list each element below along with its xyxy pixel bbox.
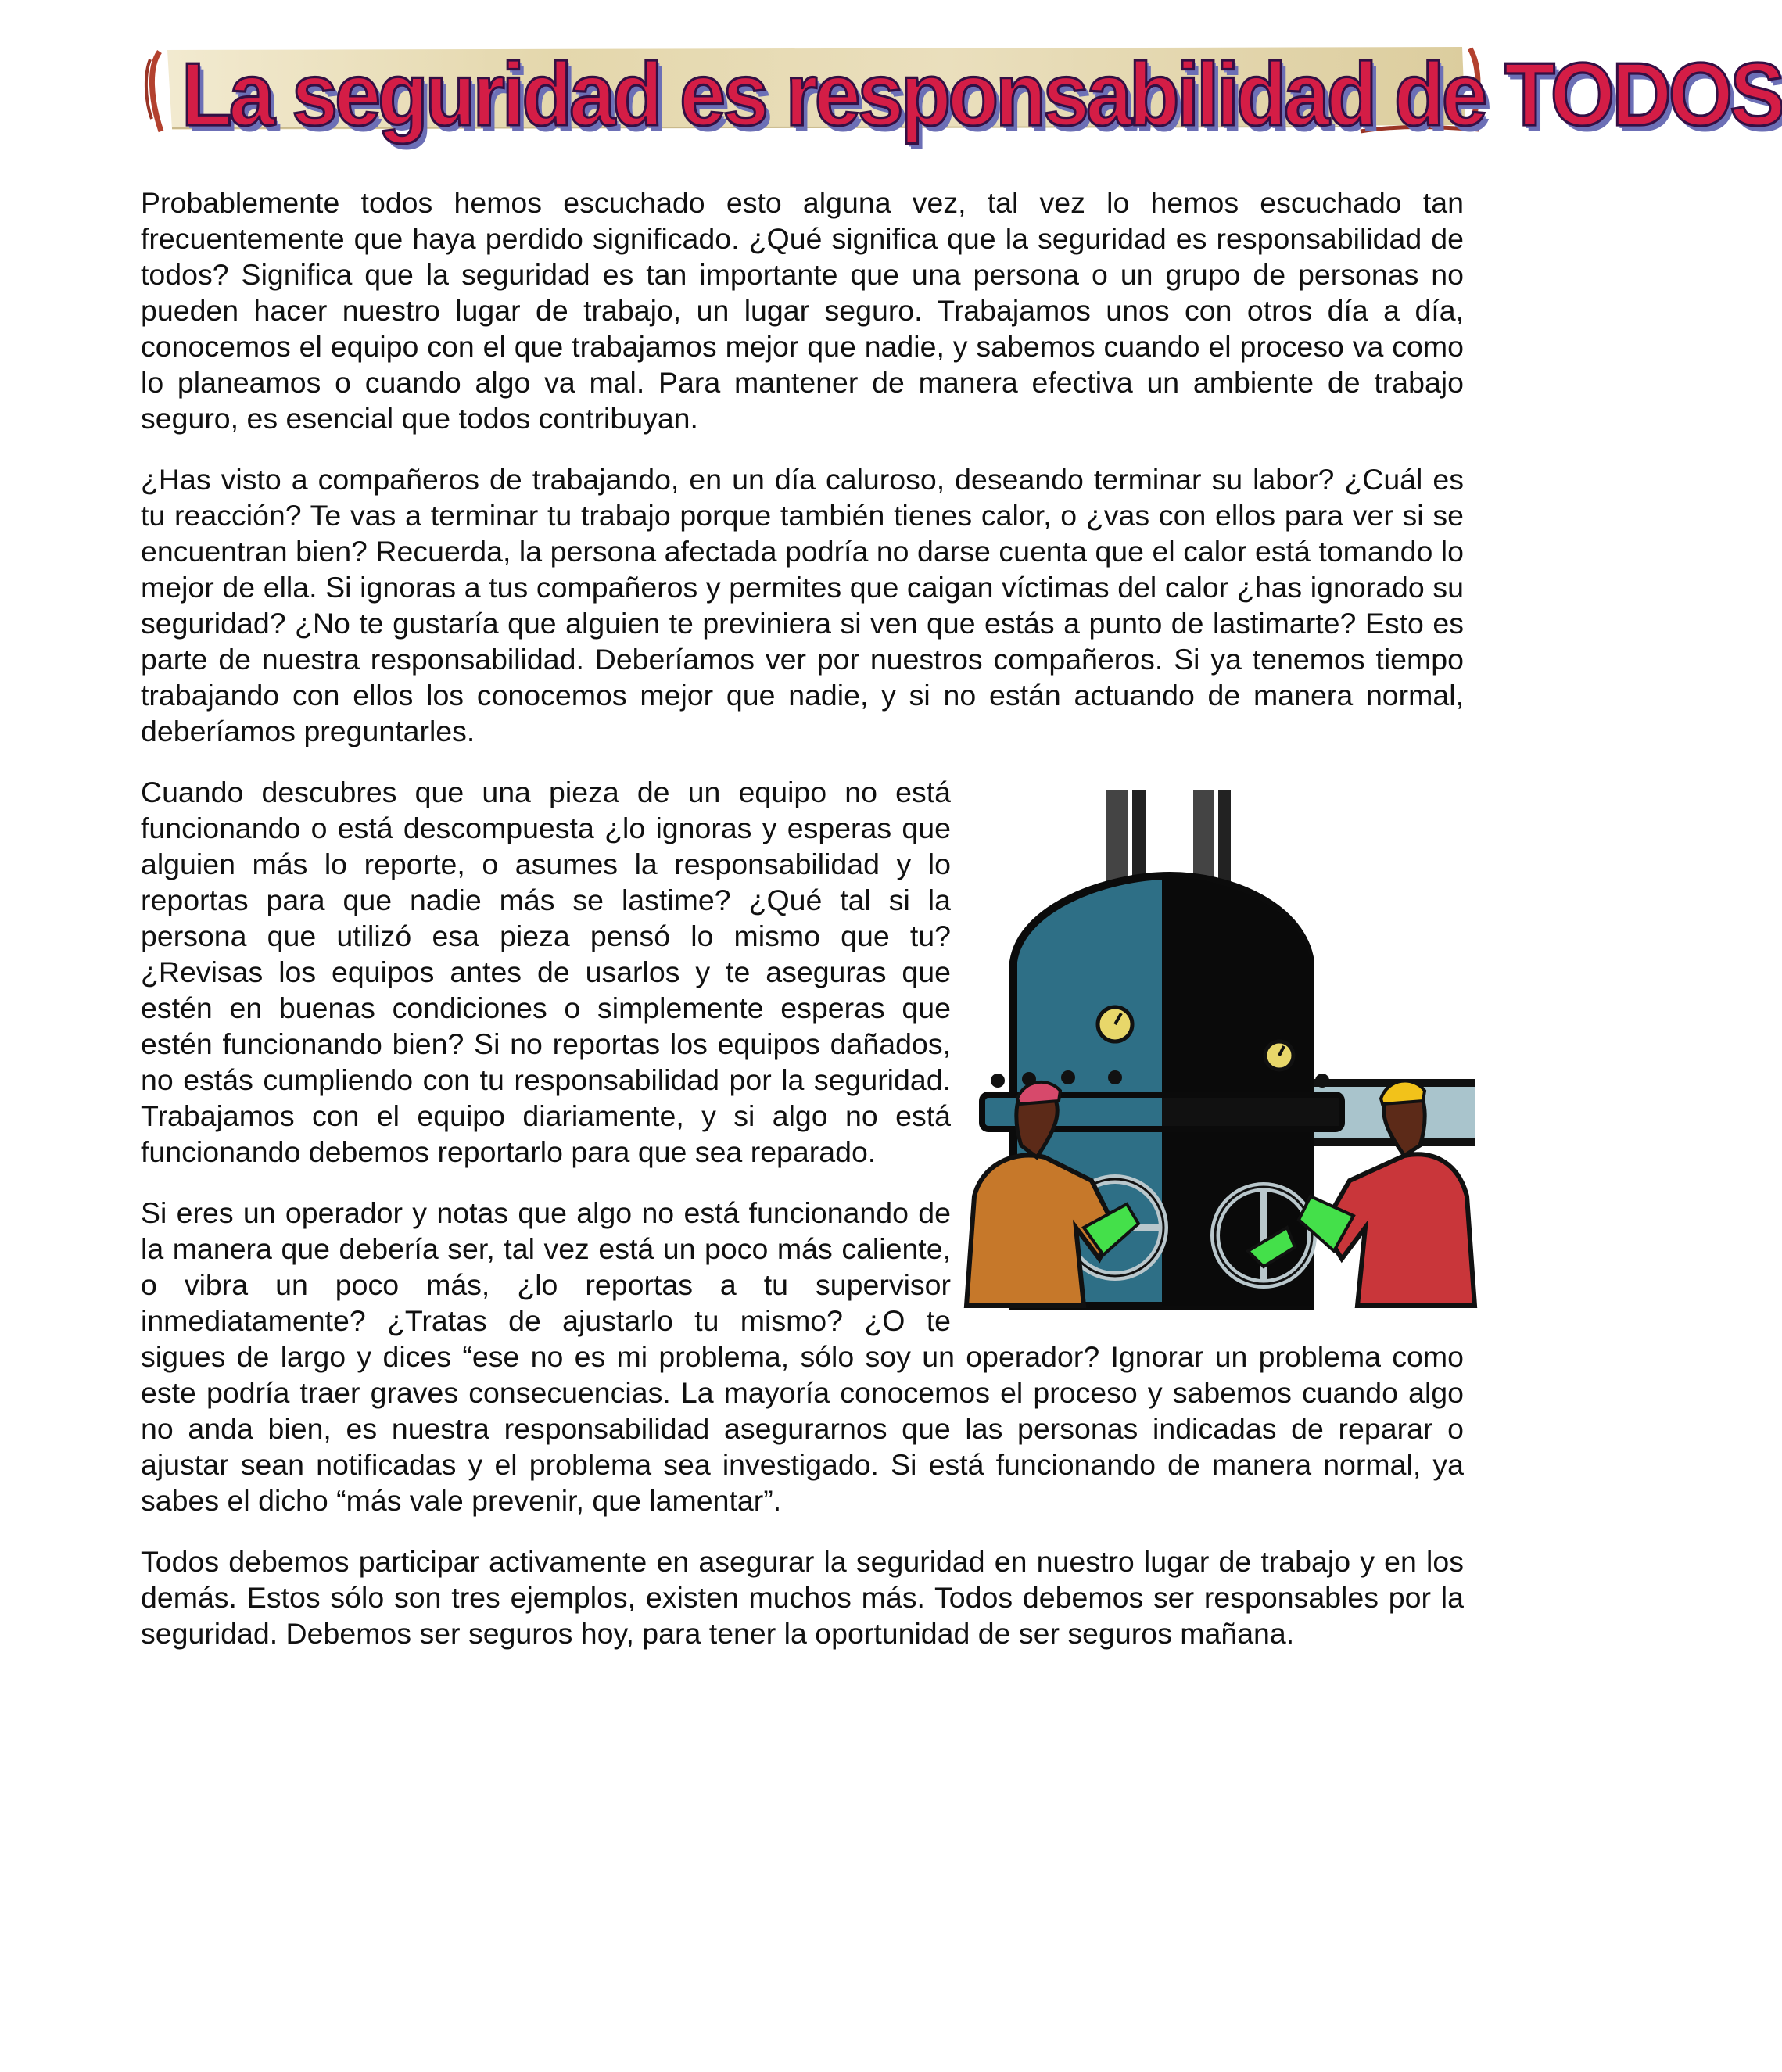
paragraph-1: Probablemente todos hemos escuchado esto alguna vez, tal vez lo hemos escuchado tan frecuentemente que haya perdido significado. ¿Qué significa que la seguridad es responsabilidad de todos? Significa que la seguridad es tan importante que una persona o un grupo de personas no pueden hacer nuestro lugar de trabajo, un lugar seguro. Trabajamos unos con otros día a día, conocemos el equipo con el que trabajamos mejor que nadie, y sabemos cuando el proceso va como lo planeamos o cuando algo va mal. Para mantener de manera efectiva un ambiente de trabajo seguro, es esencial que todos contribuyan. <box>141 186 1464 435</box>
paragraph-5: Todos debemos participar activamente en asegurar la seguridad en nuestro lugar de trabajo y en los demás. Estos sólo son tres ejemplos, existen muchos más. Todos debemos ser responsables por la seguridad. Debemos ser seguros hoy, para tener la oportunidad de ser seguros mañana. <box>141 1545 1464 1650</box>
article-body <box>141 185 1464 1676</box>
workers-at-tank-illustration <box>966 790 1475 1306</box>
paragraph-2: ¿Has visto a compañeros de trabajando, en un día caluroso, deseando terminar su labor? ¿Cuál es tu reacción? Te vas a terminar tu trabajo porque también tienes calor, o ¿vas con ellos para ver si se encuentran bien? Recuerda, la persona afectada podría no darse cuenta que el calor está tomando lo mejor de ella. Si ignoras a tus compañeros y permites que caigan víctimas del calor ¿has ignorado su seguridad? ¿No te gustaría que alguien te previniera si ven que estás a punto de lastimarte? Esto es parte de nuestra responsabilidad. Deberíamos ver por nuestros compañeros. Si ya tenemos tiempo trabajando con ellos los conocemos mejor que nadie, y si no están actuando de manera normal, deberíamos preguntarles. <box>141 463 1464 747</box>
tank-clipart-icon <box>966 790 1475 1306</box>
paragraph-3 <box>141 774 1464 1170</box>
paragraph-4: Si eres un operador y notas que algo no está funcionando de la manera que debería ser, tal vez está un poco más caliente, o vibra un poco más, ¿lo reportas a tu supervisor inmediatamente? ¿Tratas de ajustarlo tu mismo? ¿O te sigues de largo y dices “ese no es mi problema, sólo soy un operador? Ignorar un problema como este podría traer graves consecuencias. La mayoría conocemos el proceso y sabemos cuando algo no anda bien, es nuestra responsabilidad asegurarnos que las personas indicadas de reparar o ajustar sean notificadas y el problema sea investigado. Si está funcionando de manera normal, ya sabes el dicho “más vale prevenir, que lamentar”. <box>141 1196 1464 1517</box>
page-title: La seguridad es responsabilidad de TODOS <box>181 45 1782 145</box>
paragraph-3-text: Cuando descubres que una pieza de un equipo no está funcionando o está descompuesta ¿lo ignoras y esperas que alguien más lo reporte, o asumes la responsabilidad y lo reportas para que nadie más se lastime? ¿Qué tal si la persona que utilizó esa pieza pensó lo mismo que tu? ¿Revisas los equipos antes de usarlos y te aseguras que estén en buenas condiciones o simplemente esperas que estén funcionando bien? Si no reportas los equipos dañados, no estás cumpliendo con tu responsabilidad por la seguridad. Trabajamos con el equipo diariamente, y si algo no está funcionando debemos reportarlo para que sea reparado. <box>141 776 951 1168</box>
